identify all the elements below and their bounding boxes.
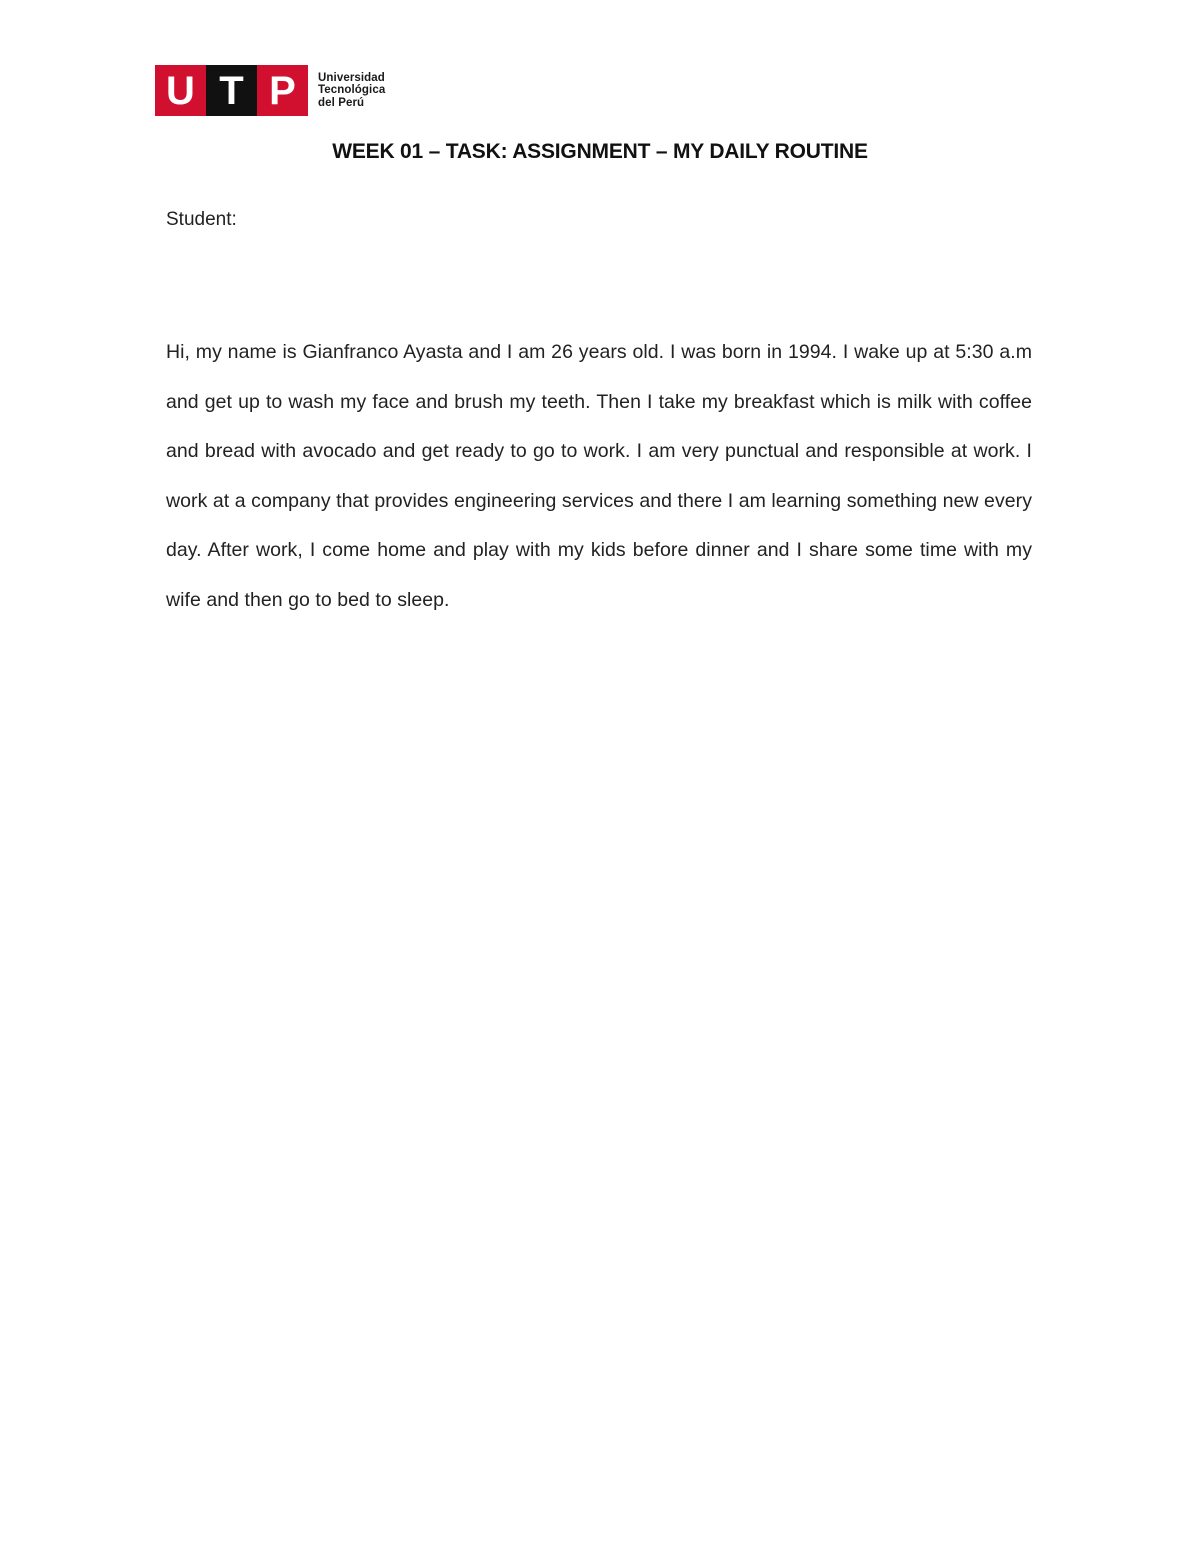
logo-letter-p: P	[257, 65, 308, 116]
logo-letter-u: U	[155, 65, 206, 116]
logo-name-line-2: Tecnológica	[318, 84, 386, 97]
document-title: WEEK 01 – TASK: ASSIGNMENT – MY DAILY ROUTINE	[332, 140, 868, 163]
logo-name-line-3: del Perú	[318, 96, 365, 109]
student-label: Student:	[166, 209, 237, 230]
logo-name-line-1: Universidad	[318, 71, 385, 84]
utp-logo	[155, 65, 385, 116]
logo-university-name	[318, 72, 385, 110]
body-paragraph: Hi, my name is Gianfranco Ayasta and I am 26 years old. I was born in 1994. I wake up at 5:30 a.m and get up to wash my face and brush my teeth. Then I take my breakfast which is milk with coffee and bread with avocado and get ready to go to work. I am very punctual and responsible at work. I work at a company that provides engineering services and there I am learning something new every day. After work, I come home and play with my kids before dinner and I share some time with my wife and then go to bed to sleep.	[166, 341, 1032, 611]
logo-letter-t: T	[206, 65, 257, 116]
